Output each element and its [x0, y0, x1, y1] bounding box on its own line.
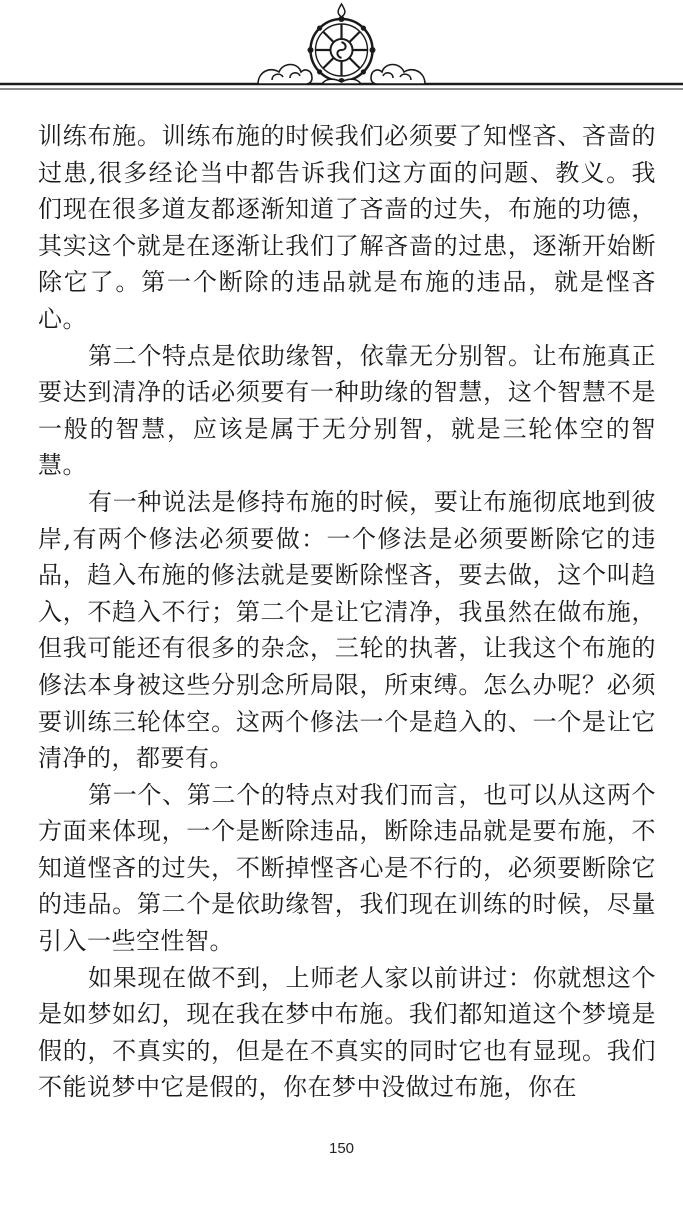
paragraph: 有一种说法是修持布施的时候，要让布施彻底地到彼岸,有两个修法必须要做：一个修法是必须要断除它的违品，趋入布施的修法就是要断除悭吝，要去做，这个叫趋入，不趋入不行；第二个是让它清净，我虽然在做布施，但我可能还有很多的杂念，三轮的执著，让我这个布施的修法本身被这些分别念所局限，所束缚。怎么办呢？必须要训练三轮体空。这两个修法一个是趋入的、一个是让它清净的，都要有。: [38, 487, 656, 773]
page-header: [0, 0, 683, 100]
paragraph: 如果现在做不到，上师老人家以前讲过：你就想这个是如梦如幻，现在我在梦中布施。我们都知道这个梦境是假的，不真实的，但是在不真实的同时它也有显现。我们不能说梦中它是假的，你在梦中没做过布施，你在: [38, 963, 656, 1102]
page-number: 150: [328, 1140, 355, 1157]
dharma-wheel-icon: [308, 4, 376, 84]
auspicious-cloud-icon: [258, 65, 312, 85]
header-ornament: [0, 0, 683, 100]
paragraph: 训练布施。训练布施的时候我们必须要了知悭吝、吝啬的过患,很多经论当中都告诉我们这方面的问题、教义。我们现在很多道友都逐渐知道了吝啬的过失，布施的功德，其实这个就是在逐渐让我们了解吝啬的过患，逐渐开始断除它了。第一个断除的违品就是布施的违品，就是悭吝心。: [38, 122, 656, 333]
auspicious-cloud-icon: [371, 65, 425, 85]
paragraph: 第二个特点是依助缘智，依靠无分别智。让布施真正要达到清净的话必须要有一种助缘的智慧，这个智慧不是一般的智慧，应该是属于无分别智，就是三轮体空的智慧。: [38, 341, 656, 480]
body-text: [38, 118, 656, 1106]
paragraph: 第一个、第二个的特点对我们而言，也可以从这两个方面来体现，一个是断除违品，断除违品就是要布施，不知道悭吝的过失，不断掉悭吝心是不行的，必须要断除它的违品。第二个是依助缘智，我们现在训练的时候，尽量引入一些空性智。: [38, 780, 656, 956]
